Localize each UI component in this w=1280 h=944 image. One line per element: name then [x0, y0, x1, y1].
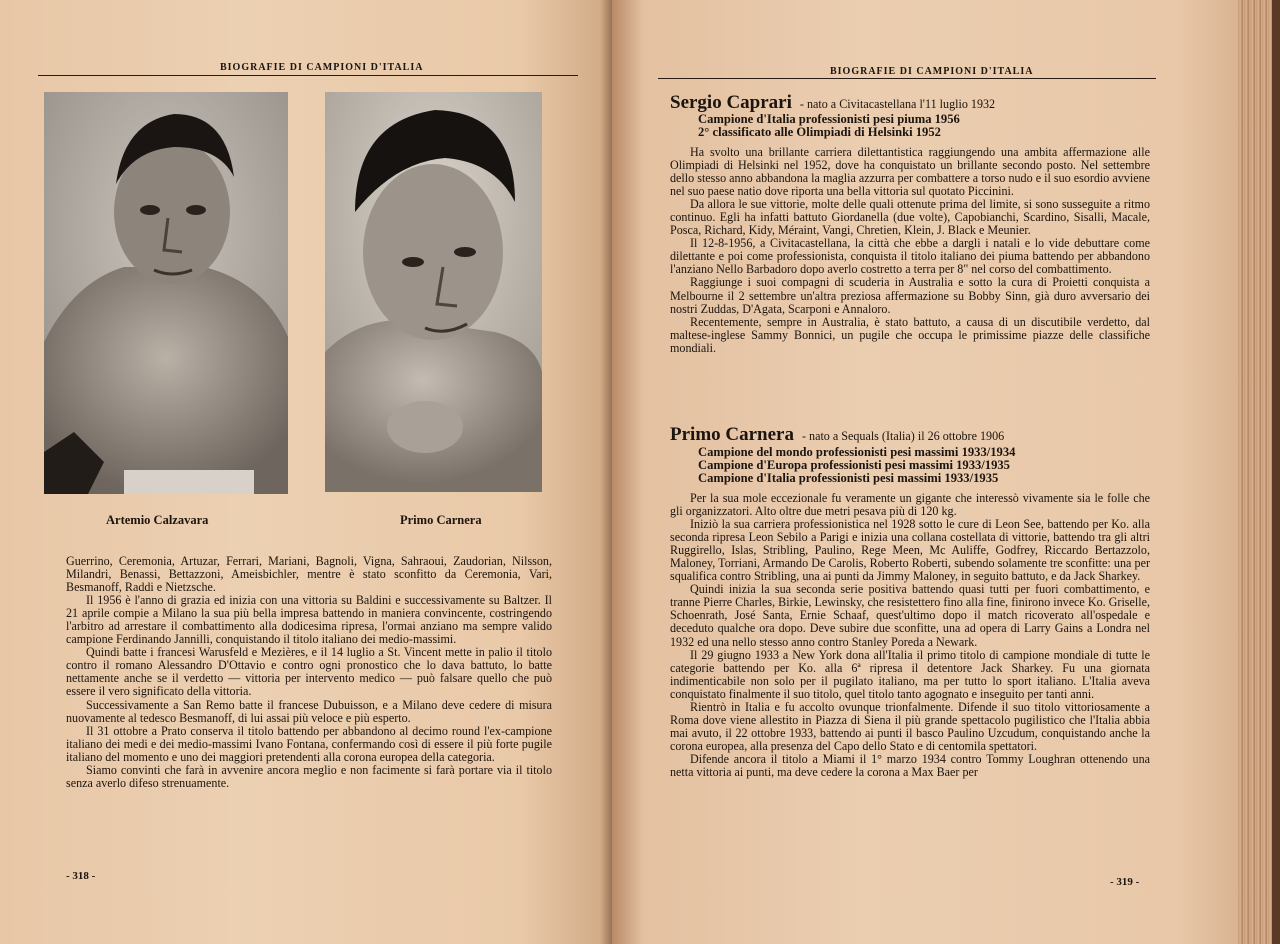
title-line: 2° classificato alle Olimpiadi di Helsinki 1952	[698, 124, 941, 139]
caption-artemio-calzavara: Artemio Calzavara	[106, 513, 209, 527]
boxer-heading-carnera	[670, 424, 1004, 446]
paragraph: Difende ancora il titolo a Miami il 1° marzo 1934 contro Tommy Loughran ottenendo una netta vittoria ai punti, ma deve cedere la corona a Max Baer per	[670, 751, 1150, 779]
paragraph: Raggiunge i suoi compagni di scuderia in Australia e sotto la cura di Proietti conquista a Melbourne il 2 settembre un'altra preziosa affermazione su Bobby Sinn, già duro avversario dei nostri Zuddas, D'Agata, Scarponi e Annaloro.	[670, 275, 1150, 316]
paragraph: Ha svolto una brillante carriera dilettantistica raggiungendo una ambita affermazione alle Olimpiadi di Helsinki nel 1952, dove ha conquistato un brillante secondo posto. Nel settembre dello stesso anno abbandona la maglia azzurra per combattere a torso nudo e il suo esordio avviene nel suo paese natio dove riporta una bella vittoria sul quotato Piccinini.	[670, 145, 1150, 199]
left-body-text	[66, 555, 552, 790]
boxer-birth-info: - nato a Sequals (Italia) il 26 ottobre 1906	[801, 429, 1005, 443]
paragraph: Da allora le sue vittorie, molte delle quali ottenute prima del limite, si sono susseguite a ritmo continuo. Egli ha infatti battuto Giordanella (due volte), Capobianchi, Scardino, Sisalli, Macale, Posca, Richard, Kidy, Méraint, Vangi, Chretien, Klein, J. Black e Meunier.	[670, 197, 1150, 238]
running-head-right: BIOGRAFIE DI CAMPIONI D'ITALIA	[830, 66, 1034, 77]
carnera-body-text	[670, 492, 1150, 779]
right-page	[612, 0, 1240, 944]
paragraph: Siamo convinti che farà in avvenire ancora meglio e non facimente si farà portare via il titolo senza averlo difeso strenuamente.	[66, 762, 552, 790]
paragraph: Guerrino, Ceremonia, Artuzar, Ferrari, Mariani, Bagnoli, Vigna, Sahraoui, Zaudorian, Nilsson, Milandri, Benassi, Bettazzoni, Ameisbichler, mentre è stato sconfitto da Ceremonia, Vari, Besmanoff, Raddi e Nietzsche.	[66, 554, 552, 595]
photo-artemio-calzavara	[44, 92, 288, 494]
paragraph: Il 1956 è l'anno di grazia ed inizia con una vittoria su Baldini e successivamente su Baltzer. Il 21 aprile compie a Milano la sua più bella impresa battendo in maniera convincente, costringendo l'arbitro ad arrestare il combattimento alla dodicesima ripresa, l'ormai anziano ma sempre valido campione Ferdinando Jannilli, conquistando il titolo italiano dei medio-massimi.	[66, 593, 552, 647]
paragraph: Iniziò la sua carriera professionistica nel 1928 sotto le cure di Leon See, battendo per Ko. alla seconda ripresa Leon Sebilo a Parigi e inizia una collana costellata di vittorie, battendo tra gli altri Ruggirello, Islas, Stribling, Paulino, Rege Meen, Mc Auliffe, Godfrey, Riccardo Bertazzolo, Maloney, Torriani, Armando De Carolis, Roberto Roberti, subendo solamente tre sconfitte: una per squalifica contro Stribling, una ai punti da Jimmy Maloney, in seguito battuto, e da Jack Sharkey.	[670, 517, 1150, 584]
paragraph: Il 12-8-1956, a Civitacastellana, la città che ebbe a dargli i natali e lo vide debuttare come dilettante e poi come professionista, conquista il titolo italiano dei piuma battendo per abbandono l'anziano Nello Barbadoro dopo averlo costretto a terra per 8" nel corso del combattimento.	[670, 236, 1150, 277]
header-rule-left	[38, 75, 578, 76]
paragraph: Recentemente, sempre in Australia, è stato battuto, a causa di un discutibile verdetto, dal maltese-inglese Sammy Bonnici, un pugile che occupa le primissime piazze delle classifiche mondiali.	[670, 314, 1150, 355]
titles-caprari	[698, 113, 960, 139]
boxer-portrait-image	[44, 92, 288, 494]
paragraph: Rientrò in Italia e fu accolto ovunque trionfalmente. Difende il suo titolo vittoriosamente a Roma dove viene allestito in Piazza di Siena il più grande spettacolo pugilistico che l'Italia abbia mai avuto, il 22 ottobre 1933, battendo ai punti il basco Paulino Uzcudum, conquistando anche la corona europea, alla presenza del Capo dello Stato e di centomila spettatori.	[670, 699, 1150, 753]
title-line: Campione d'Europa professionisti pesi massimi 1933/1935	[698, 457, 1010, 472]
caption-primo-carnera: Primo Carnera	[400, 513, 482, 527]
paragraph: Il 29 giugno 1933 a New York dona all'Italia il primo titolo di campione mondiale di tutte le categorie battendo per Ko. alla 6ª ripresa il detentore Jack Sharkey. Fu una giornata indimenticabile non solo per il pugilato italiano, ma per tutto lo sport italiano. L'Italia aveva conquistato finalmente il suo titolo, quel titolo tanto agognato e inseguito per tanti anni.	[670, 647, 1150, 701]
title-line: Campione d'Italia professionisti pesi massimi 1933/1935	[698, 470, 999, 485]
book-cover-edge	[1272, 0, 1280, 944]
boxer-birth-info: - nato a Civitacastellana l'11 luglio 1932	[799, 97, 996, 111]
page-number-right: - 319 -	[1110, 876, 1140, 888]
paragraph: Quindi batte i francesi Warusfeld e Mezières, e il 14 luglio a St. Vincent mette in palio il titolo contro il romano Alessandro D'Ottavio e contro ogni pronostico che lo dava battuto, lo batte nettamente anche se il verdetto — vittoria per intervento medico — può falsare quello che può essere il vero significato della vittoria.	[66, 645, 552, 699]
paragraph: Successivamente a San Remo batte il francese Dubuisson, e a Milano deve cedere di misura nuovamente al tedesco Besmanoff, di lui assai più veloce e più esperto.	[66, 697, 552, 725]
paragraph: Quindi inizia la sua seconda serie positiva battendo quasi tutti per fuori combattimento, e tranne Pierre Charles, Birkie, Lewinsky, che resistettero fino alla fine, finirono invece Ko. Griselle, Schoenrath, José Santa, Ernie Schaaf, quest'ultimo dopo il match ricoverato all'ospedale e deceduto qualche ora dopo. Deve subire due sconfitte, una ad opera di Larry Gains a Londra nel 1932 ed una nello stesso anno contro Stanley Poreda a Newark.	[670, 582, 1150, 649]
titles-carnera	[698, 446, 1015, 484]
title-line: Campione del mondo professionisti pesi massimi 1933/1934	[698, 445, 1016, 459]
boxer-heading-caprari	[670, 92, 995, 114]
boxer-name: Primo Carnera	[670, 424, 794, 445]
photo-primo-carnera	[325, 92, 542, 492]
title-line: Campione d'Italia professionisti pesi piuma 1956	[698, 112, 960, 126]
header-rule-right	[658, 78, 1156, 79]
left-page	[0, 0, 612, 944]
boxer-portrait-image	[325, 92, 542, 492]
paragraph: Il 31 ottobre a Prato conserva il titolo battendo per abbandono al decimo round l'ex-campione italiano dei medi e dei medio-massimi Ivano Fontana, confermando così di essere il più forte pugile italiano del momento e uno dei maggiori pretendenti alla corona europea della categoria.	[66, 723, 552, 764]
page-number-left: - 318 -	[66, 870, 96, 882]
running-head-left: BIOGRAFIE DI CAMPIONI D'ITALIA	[220, 62, 424, 73]
paragraph: Per la sua mole eccezionale fu veramente un gigante che interessò vivamente sia le folle che gli organizzatori. Alto oltre due metri pesava più di 120 kg.	[670, 491, 1150, 519]
boxer-name: Sergio Caprari	[670, 92, 792, 113]
caprari-body-text	[670, 146, 1150, 355]
